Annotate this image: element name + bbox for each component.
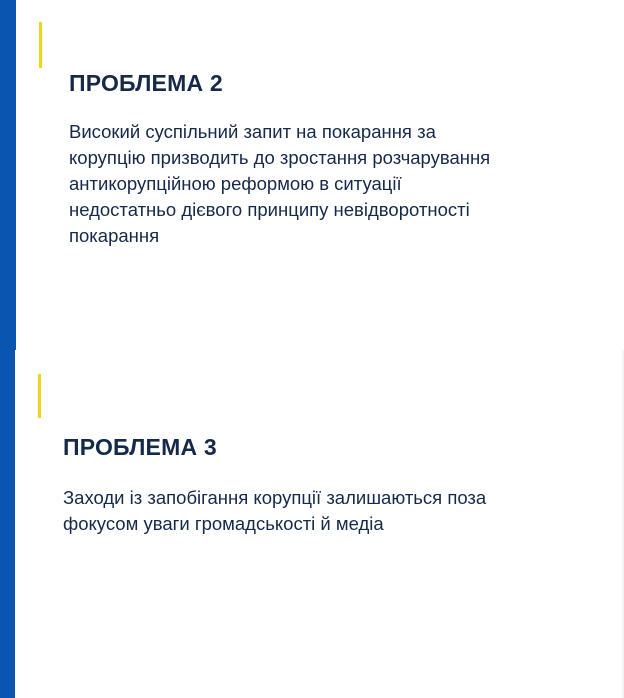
yellow-accent-mark bbox=[39, 22, 42, 68]
yellow-accent-mark bbox=[38, 374, 41, 418]
description-line: корупцію призводить до зростання розчарування bbox=[69, 147, 491, 168]
blue-accent-bar bbox=[0, 0, 16, 350]
problem-2-title: ПРОБЛЕМА 2 bbox=[69, 70, 223, 96]
blue-accent-bar bbox=[0, 350, 15, 698]
problem-2-description bbox=[69, 119, 599, 249]
description-line: недостатньо дієвого принципу невідворотності bbox=[69, 199, 470, 220]
description-line: антикорупційною реформою в ситуації bbox=[69, 173, 402, 194]
problem-3-description bbox=[63, 485, 603, 537]
problem-3-card bbox=[0, 350, 624, 698]
description-line: фокусом уваги громадськості й медіа bbox=[63, 513, 384, 534]
description-line: Заходи із запобігання корупції залишаються поза bbox=[63, 487, 487, 508]
problem-3-title: ПРОБЛЕМА 3 bbox=[63, 434, 217, 460]
description-line: покарання bbox=[69, 225, 160, 246]
description-line: Високий суспільний запит на покарання за bbox=[69, 121, 436, 142]
